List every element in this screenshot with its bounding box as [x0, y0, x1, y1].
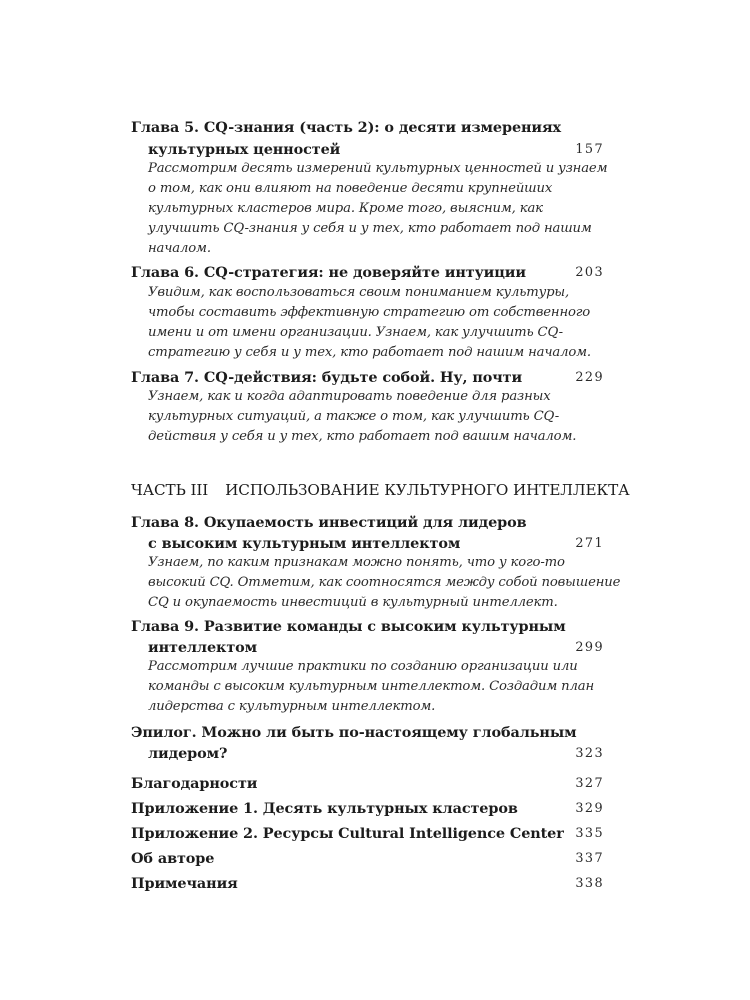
about-author-page-number[interactable]: 337 — [575, 851, 604, 866]
appendix-1-page-number[interactable]: 329 — [575, 801, 604, 816]
appendix-2-title[interactable]: Приложение 2. Ресурсы Cultural Intelligence Center — [131, 825, 564, 842]
chapter-8-page-number[interactable]: 271 — [575, 536, 604, 551]
chapter-5-title-line-2[interactable]: культурных ценностей — [148, 141, 341, 158]
acknowledgements-title[interactable]: Благодарности — [131, 775, 258, 792]
chapter-6-description-line-2: чтобы составить эффективную стратегию от собственного — [148, 305, 591, 320]
chapter-8-title-line-2[interactable]: с высоким культурным интеллектом — [148, 535, 461, 552]
chapter-7-description-line-1: Узнаем, как и когда адаптировать поведение для разных — [148, 389, 551, 404]
about-author-title[interactable]: Об авторе — [131, 850, 215, 867]
chapter-5-description-line-4: улучшить CQ-знания у себя и у тех, кто работает под нашим — [148, 221, 592, 236]
part-3-label: ЧАСТЬ III — [131, 481, 209, 499]
chapter-8-description-line-1: Узнаем, по каким признакам можно понять, что у кого-то — [148, 555, 565, 570]
chapter-6-description-line-3: имени и от имени организации. Узнаем, как улучшить CQ- — [148, 325, 563, 340]
chapter-5-description-line-2: о том, как они влияют на поведение десяти крупнейших — [148, 181, 553, 196]
chapter-5-description-line-3: культурных кластеров мира. Кроме того, выясним, как — [148, 201, 543, 216]
chapter-8-description-line-3: CQ и окупаемость инвестиций в культурный интеллект. — [148, 595, 558, 610]
chapter-5-description-line-1: Рассмотрим десять измерений культурных ценностей и узнаем — [148, 161, 608, 176]
chapter-7-title[interactable]: Глава 7. CQ-действия: будьте собой. Ну, почти — [131, 369, 523, 386]
chapter-9-page-number[interactable]: 299 — [575, 640, 604, 655]
chapter-9-description-line-3: лидерства с культурным интеллектом. — [148, 699, 436, 714]
chapter-6-page-number[interactable]: 203 — [575, 265, 604, 280]
chapter-9-title-line-1[interactable]: Глава 9. Развитие команды с высоким культурным — [131, 618, 566, 635]
chapter-5-page-number[interactable]: 157 — [575, 142, 604, 157]
chapter-8-title-line-1[interactable]: Глава 8. Окупаемость инвестиций для лидеров — [131, 514, 527, 531]
chapter-5-description-line-5: началом. — [148, 241, 211, 256]
chapter-6-title[interactable]: Глава 6. CQ-стратегия: не доверяйте интуиции — [131, 264, 526, 281]
chapter-7-description-line-3: действия у себя и у тех, кто работает под вашим началом. — [148, 429, 577, 444]
chapter-9-title-line-2[interactable]: интеллектом — [148, 639, 258, 656]
epilogue-title-line-1[interactable]: Эпилог. Можно ли быть по-настоящему глобальным — [131, 724, 577, 741]
chapter-5-title-line-1[interactable]: Глава 5. CQ-знания (часть 2): о десяти измерениях — [131, 119, 562, 136]
chapter-7-page-number[interactable]: 229 — [575, 370, 604, 385]
notes-page-number[interactable]: 338 — [575, 876, 604, 891]
notes-title[interactable]: Примечания — [131, 875, 238, 892]
part-3-title: ИСПОЛЬЗОВАНИЕ КУЛЬТУРНОГО ИНТЕЛЛЕКТА — [225, 481, 630, 499]
chapter-7-description-line-2: культурных ситуаций, а также о том, как улучшить CQ- — [148, 409, 560, 424]
appendix-1-title[interactable]: Приложение 1. Десять культурных кластеров — [131, 800, 518, 817]
chapter-6-description-line-1: Увидим, как воспользоваться своим пониманием культуры, — [148, 285, 570, 300]
epilogue-page-number[interactable]: 323 — [575, 746, 604, 761]
chapter-8-description-line-2: высокий CQ. Отметим, как соотносятся между собой повышение — [148, 575, 621, 590]
chapter-9-description-line-2: команды с высоким культурным интеллектом. Создадим план — [148, 679, 594, 694]
appendix-2-page-number[interactable]: 335 — [575, 826, 604, 841]
part-3-heading[interactable] — [131, 481, 630, 499]
chapter-9-description-line-1: Рассмотрим лучшие практики по созданию организации или — [148, 659, 578, 674]
chapter-6-description-line-4: стратегию у себя и у тех, кто работает под нашим началом. — [148, 345, 591, 360]
acknowledgements-page-number[interactable]: 327 — [575, 776, 604, 791]
epilogue-title-line-2[interactable]: лидером? — [148, 745, 228, 762]
